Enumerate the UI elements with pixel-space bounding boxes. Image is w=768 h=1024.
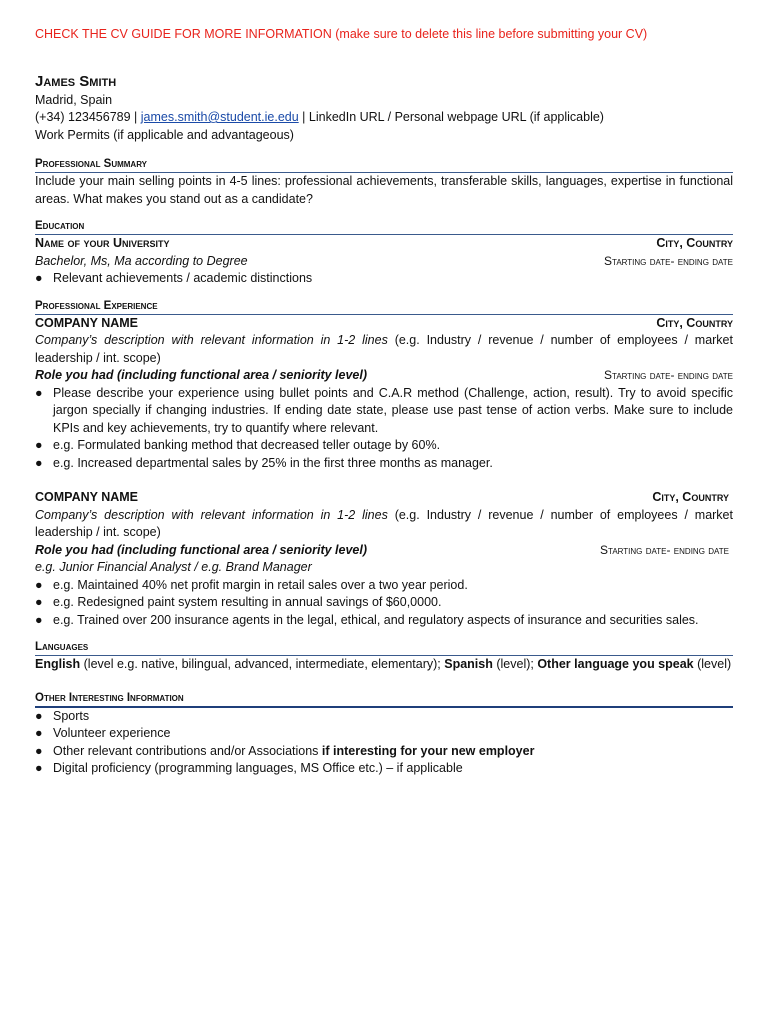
candidate-location: Madrid, Spain [35,92,113,107]
bullet-icon: ● [35,612,43,627]
bullet-icon: ● [35,271,43,285]
company-description: Company’s description with relevant information in 1-2 lines (e.g. Industry / revenue / number of employees / market leadership / int. scope) [35,507,733,539]
job-bullets [35,385,733,473]
bullet-icon: ● [35,761,43,775]
list-item: ● Please describe your experience using bullet points and C.A.R method (Challenge, action, result). Try to avoid specific jargon specially if changing industries. If ending date state, please use past tense of action verbs. Make sure to include KPIs and key achievements, try to quantify where relevant. [35,385,733,435]
education-dates: Starting date- ending date [604,253,733,268]
bullet-icon: ● [35,743,43,758]
phone: (+34) 123456789 | [35,110,138,124]
bullet-icon: ● [35,438,43,452]
education-bullets [35,270,733,288]
work-permits: Work Permits (if applicable and advantageous) [35,127,294,142]
section-title-education: Education [35,218,733,235]
bullet-icon: ● [35,455,43,470]
role-row [35,542,733,560]
list-item: ● e.g. Maintained 40% net profit margin in retail sales over a two year period. [35,577,733,595]
languages-line: English (level e.g. native, bilingual, advanced, intermediate, elementary); Spanish (level); Other language you speak (level) [35,657,732,671]
list-item: ● Relevant achievements / academic distinctions [35,270,733,288]
university-name: Name of your University [35,236,170,250]
list-item: ● e.g. Formulated banking method that decreased teller outage by 60%. [35,437,733,455]
list-item: ● Digital proficiency (programming languages, MS Office etc.) – if applicable [35,760,733,778]
company-name: COMPANY NAME [35,490,139,504]
company-name: COMPANY NAME [35,315,139,330]
list-item: ● Sports [35,708,733,726]
role-title: Role you had (including functional area / seniority level) [35,542,368,557]
job-dates: Starting date- ending date [600,542,729,557]
bullet-icon: ● [35,708,43,723]
role-title: Role you had (including functional area / seniority level) [35,368,368,382]
role-row [35,367,733,385]
job-dates: Starting date- ending date [604,368,733,382]
section-title-experience: Professional Experience [35,298,733,315]
list-item: ● e.g. Increased departmental sales by 25% in the first three months as manager. [35,455,733,473]
profile-links: | LinkedIn URL / Personal webpage URL (if applicable) [302,110,604,124]
list-item: ● Other relevant contributions and/or Associations if interesting for your new employer [35,743,733,761]
bullet-icon: ● [35,385,43,400]
job-1 [35,315,733,473]
job-2 [35,489,733,629]
example-role: e.g. Junior Financial Analyst / e.g. Brand Manager [35,560,312,574]
guide-warning: CHECK THE CV GUIDE FOR MORE INFORMATION (make sure to delete this line before submitting your CV) [35,27,648,41]
section-title-summary: Professional Summary [35,156,733,173]
company-location: City, Country [656,315,733,330]
university-location: City, Country [656,236,733,250]
contact-line [35,109,733,127]
bullet-icon: ● [35,595,43,609]
company-location: City, Country [652,490,729,504]
job-bullets [35,577,733,630]
summary-text: Include your main selling points in 4-5 lines: professional achievements, transferable skills, languages, expertise in functional areas. What makes you stand out as a candidate? [35,174,733,206]
cv-page [35,26,733,778]
bullet-icon: ● [35,726,43,740]
list-item: ● Volunteer experience [35,725,733,743]
other-bullets [35,708,733,778]
company-description: Company’s description with relevant information in 1-2 lines (e.g. Industry / revenue / number of employees / market leadership / int. scope) [35,333,733,365]
list-item: ● e.g. Redesigned paint system resulting in annual savings of $60,0000. [35,594,733,612]
section-title-other: Other Interesting Information [35,690,733,708]
candidate-name: James Smith [35,72,117,90]
bullet-icon: ● [35,577,43,592]
email-link[interactable]: james.smith@student.ie.edu [140,110,299,124]
list-item: ● e.g. Trained over 200 insurance agents in the legal, ethical, and regulatory aspects of insurance and securities sales. [35,612,733,630]
degree-row [35,253,733,271]
section-title-languages: Languages [35,639,733,656]
degree: Bachelor, Ms, Ma according to Degree [35,253,248,268]
education-header-row [35,235,733,253]
